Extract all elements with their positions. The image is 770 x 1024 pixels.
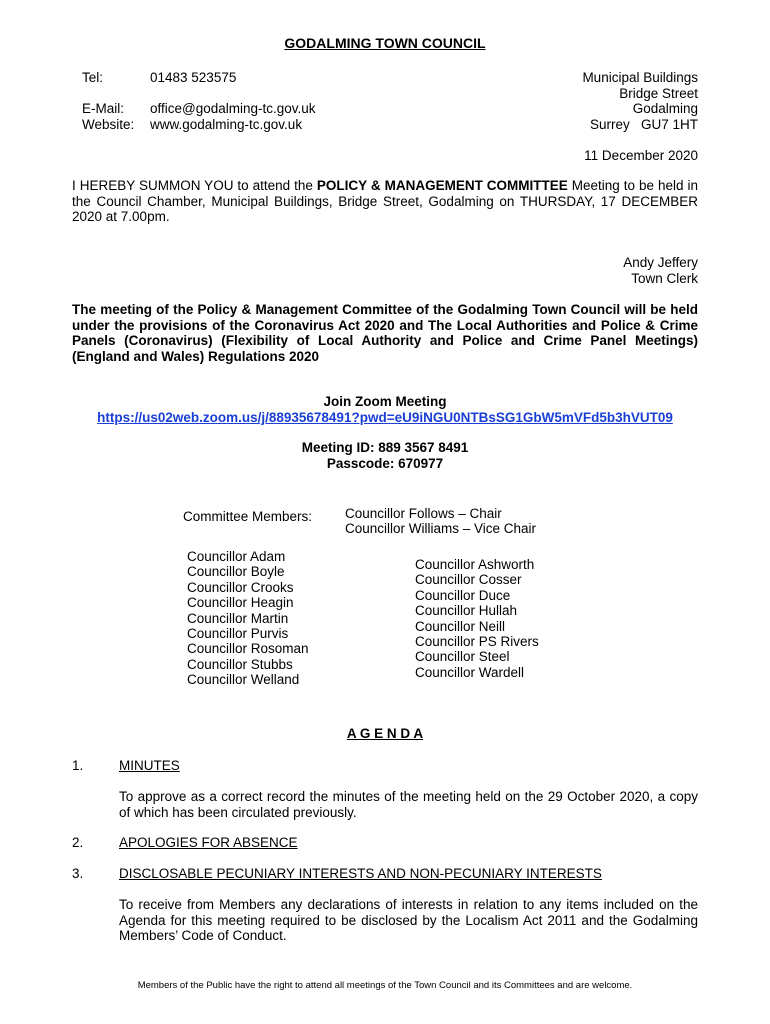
agenda-heading: A G E N D A xyxy=(346,726,424,741)
letter-date: 11 December 2020 xyxy=(584,148,698,163)
zoom-meeting-link[interactable]: https://us02web.zoom.us/j/88935678491?pwd=eU9iNGU0NTBsSG1GbW5mVFd5b3hVUT09 xyxy=(97,410,673,425)
summons-paragraph xyxy=(72,178,698,225)
member-list-right xyxy=(415,557,539,680)
email-label: E-Mail: xyxy=(82,101,125,116)
member-name: Councillor Neill xyxy=(415,618,506,634)
member-name: Councillor Cosser xyxy=(415,572,522,588)
member-name: Councillor Ashworth xyxy=(415,557,535,572)
agenda-item-number: 1. xyxy=(72,758,84,773)
address-line: Bridge Street xyxy=(619,86,698,101)
member-name: Councillor Steel xyxy=(415,649,510,665)
meeting-passcode: Passcode: 670977 xyxy=(326,456,444,471)
member-name: Councillor Heagin xyxy=(187,595,294,611)
address-line: Surrey GU7 1HT xyxy=(589,117,698,132)
member-name: Councillor Duce xyxy=(415,587,511,603)
zoom-link-row xyxy=(0,410,770,425)
summons-suffix: Meeting to be held in the Council Chamber, Municipal Buildings, Bridge Street, Godalming on THURSDAY, 17 DECEMBER 2020 at 7.00pm. xyxy=(72,178,698,224)
coronavirus-notice: The meeting of the Policy & Management Committee of the Godalming Town Council will be held under the provisions of the Coronavirus Act 2020 and The Local Authorities and Police & Crime Panels (Coronavirus) (Flexibility of Local Authority and Police and Crime Panel Meetings) (England and Wales) Regulations 2020 xyxy=(72,302,698,364)
agenda-item-number: 2. xyxy=(72,835,84,850)
member-list-left xyxy=(187,549,309,688)
zoom-heading: Join Zoom Meeting xyxy=(323,394,447,409)
summons-prefix: I HEREBY SUMMON YOU to attend the xyxy=(72,178,317,193)
signatory-name: Andy Jeffery xyxy=(623,255,698,270)
agenda-item-body: To receive from Members any declarations of interests in relation to any items included on the Agenda for this meeting required to be disclosed by the Localism Act 2011 and the Godalming Members’ Code of Conduct. xyxy=(119,897,698,943)
website-label: Website: xyxy=(82,117,135,132)
agenda-item-title: APOLOGIES FOR ABSENCE xyxy=(119,835,298,850)
member-name: Councillor Stubbs xyxy=(187,656,293,672)
member-name: Councillor Crooks xyxy=(187,579,294,595)
agenda-item-title: MINUTES xyxy=(119,758,180,773)
page-title: GODALMING TOWN COUNCIL xyxy=(284,35,486,51)
member-name: Councillor Rosoman xyxy=(187,641,309,657)
footer-note: Members of the Public have the right to attend all meetings of the Town Council and its Committees and are welcome. xyxy=(137,980,633,991)
member-name: Councillor Boyle xyxy=(187,564,285,580)
chair-member: Councillor Follows – Chair xyxy=(345,506,502,521)
agenda-item-number: 3. xyxy=(72,866,84,881)
agenda-item-body: To approve as a correct record the minutes of the meeting held on the 29 October 2020, a copy of which has been circulated previously. xyxy=(119,789,698,820)
member-name: Councillor Hullah xyxy=(415,603,518,619)
meeting-id: Meeting ID: 889 3567 8491 xyxy=(301,440,469,455)
member-name: Councillor Purvis xyxy=(187,626,289,642)
member-name: Councillor Adam xyxy=(187,549,286,564)
chair-list xyxy=(345,506,536,537)
tel-label: Tel: xyxy=(82,70,104,85)
member-name: Councillor PS Rivers xyxy=(415,634,539,650)
email-value: office@godalming-tc.gov.uk xyxy=(150,101,316,116)
vice-chair-member: Councillor Williams – Vice Chair xyxy=(345,521,537,537)
committee-members-label: Committee Members: xyxy=(183,509,313,524)
website-value: www.godalming-tc.gov.uk xyxy=(150,117,303,132)
tel-value: 01483 523575 xyxy=(150,70,237,85)
member-name: Councillor Wardell xyxy=(415,664,525,680)
address-line: Godalming xyxy=(632,101,698,116)
member-name: Councillor Welland xyxy=(187,672,300,688)
address-line: Municipal Buildings xyxy=(582,70,698,85)
agenda-item-title: DISCLOSABLE PECUNIARY INTERESTS AND NON-PECUNIARY INTERESTS xyxy=(119,866,602,881)
committee-name: POLICY & MANAGEMENT COMMITTEE xyxy=(316,178,568,193)
signatory-role: Town Clerk xyxy=(631,271,698,286)
member-name: Councillor Martin xyxy=(187,610,289,626)
